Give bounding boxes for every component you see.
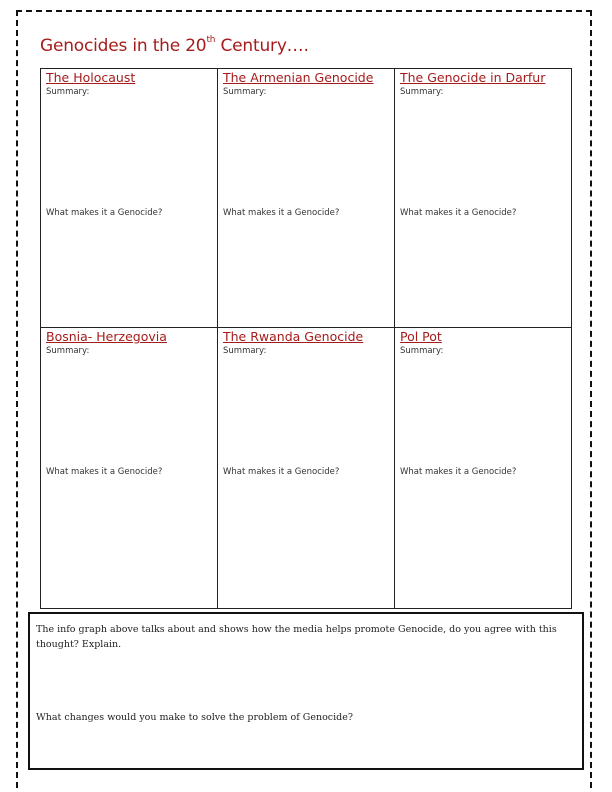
- cell-title: Bosnia- Herzegovia: [46, 329, 167, 344]
- summary-label: Summary:: [400, 346, 444, 356]
- reflection-box[interactable]: [28, 612, 584, 770]
- title-prefix: Genocides in the 20: [40, 36, 207, 56]
- cell-title: The Armenian Genocide: [223, 70, 374, 85]
- question-label: What makes it a Genocide?: [223, 467, 340, 477]
- cell-darfur-genocide[interactable]: [395, 69, 571, 328]
- question-label: What makes it a Genocide?: [400, 208, 517, 218]
- summary-label: Summary:: [46, 346, 90, 356]
- title-suffix: Century….: [215, 36, 309, 56]
- summary-label: Summary:: [400, 87, 444, 97]
- cell-pol-pot[interactable]: [395, 328, 571, 608]
- question-label: What makes it a Genocide?: [223, 208, 340, 218]
- cell-armenian-genocide[interactable]: [218, 69, 395, 328]
- summary-label: Summary:: [46, 87, 90, 97]
- summary-label: Summary:: [223, 346, 267, 356]
- genocide-grid: [40, 68, 572, 609]
- cell-title: The Holocaust: [46, 70, 136, 85]
- cell-title: The Genocide in Darfur: [400, 70, 546, 85]
- summary-label: Summary:: [223, 87, 267, 97]
- cell-title: Pol Pot: [400, 329, 442, 344]
- cell-rwanda-genocide[interactable]: [218, 328, 395, 608]
- cell-bosnia-herzegovia[interactable]: [41, 328, 218, 608]
- title-superscript: th: [206, 35, 216, 46]
- page-title: [40, 36, 309, 56]
- reflection-question-media: The info graph above talks about and shows how the media helps promote Genocide, do you agree with this thought? Explain.: [36, 624, 557, 650]
- cell-title: The Rwanda Genocide: [223, 329, 364, 344]
- reflection-question-changes: What changes would you make to solve the problem of Genocide?: [36, 712, 353, 723]
- question-label: What makes it a Genocide?: [46, 208, 163, 218]
- question-label: What makes it a Genocide?: [400, 467, 517, 477]
- question-label: What makes it a Genocide?: [46, 467, 163, 477]
- cell-holocaust[interactable]: [41, 69, 218, 328]
